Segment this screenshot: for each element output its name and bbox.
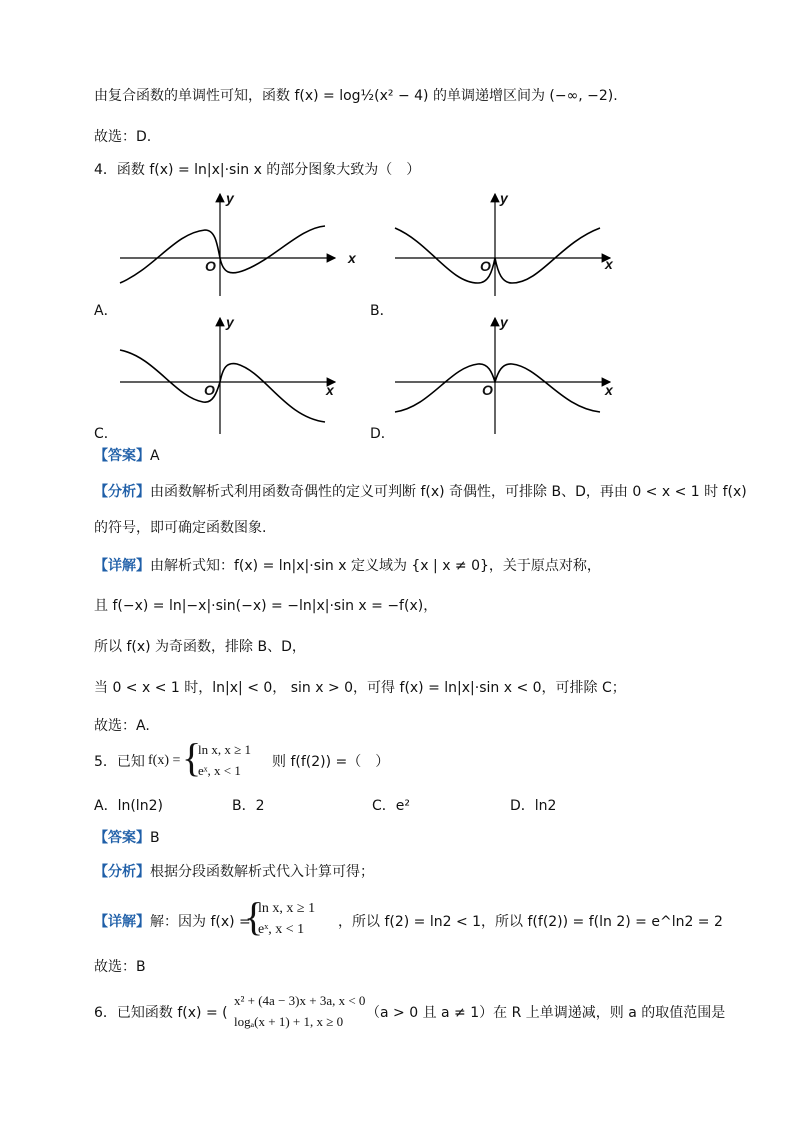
analysis-4-text: 由函数解析式利用函数奇偶性的定义可判断 f(x) 奇偶性，可排除 B、D，再由 0 < x < 1 时 f(x) (150, 484, 747, 500)
graph-c-x-label: x (326, 382, 334, 398)
detail-5-prefix (94, 912, 251, 932)
detail-5-suffix: ，所以 f(2) = ln2 < 1，所以 f(f(2)) = f(ln 2) = e^ln2 = 2 (338, 914, 723, 930)
question-5-suffix: 则 f(f(2)) =（ ） (272, 754, 390, 770)
analysis-5 (94, 862, 374, 882)
q5-option-b: B．2 (232, 798, 265, 814)
detail-5-case1: ln x, x ≥ 1 (258, 901, 316, 916)
graph-b-y-label: y (500, 190, 508, 206)
analysis-tag: 【分析】 (94, 484, 150, 500)
analysis-4 (94, 482, 747, 502)
graph-a-origin: O (205, 258, 216, 274)
graph-d-label: D． (370, 426, 395, 442)
detail-5-case2: eˣ, x < 1 (258, 922, 305, 937)
graph-c-y-label: y (226, 314, 234, 330)
graph-c-label: C． (94, 426, 118, 442)
text-line-2: 故选：D. (94, 129, 152, 145)
question-6-prefix: 6．已知函数 f(x) = ( (94, 1005, 228, 1021)
q5-function-label: f(x) = (148, 753, 181, 768)
graph-d (390, 312, 615, 437)
answer-5 (94, 828, 160, 848)
graph-c-origin: O (204, 382, 215, 398)
q5-option-a: A．ln(ln2) (94, 798, 163, 814)
q6-case1: x² + (4a − 3)x + 3a, x < 0 (234, 993, 366, 1008)
graph-d-y-label: y (500, 314, 508, 330)
select-5: 故选：B (94, 959, 146, 975)
graph-b-label: B． (370, 303, 394, 319)
q5-brace: { (182, 735, 202, 780)
detail-4-text: 由解析式知：f(x) = ln|x|·sin x 定义域为 {x | x ≠ 0}，关于原点对称， (150, 558, 601, 574)
graph-a-y-label: y (226, 190, 234, 206)
graph-b-origin: O (480, 258, 491, 274)
q5-case1: ln x, x ≥ 1 (198, 742, 251, 757)
detail-tag: 【详解】 (94, 558, 150, 574)
graph-b-x-label: x (605, 256, 613, 272)
text-line-1: 由复合函数的单调性可知，函数 f(x) = log½(x² − 4) 的单调递增区间为 (−∞, −2). (94, 88, 618, 104)
select-4: 故选：A. (94, 718, 150, 734)
q5-option-d: D．ln2 (510, 798, 557, 814)
q5-case2: eˣ, x < 1 (198, 763, 241, 778)
answer-5-value: B (150, 830, 160, 846)
graph-d-x-label: x (605, 382, 613, 398)
q6-case2: logₐ(x + 1) + 1, x ≥ 0 (234, 1014, 344, 1029)
question-4: 4．函数 f(x) = ln|x|·sin x 的部分图象大致为（ ） (94, 162, 421, 178)
detail-5-brace: { (244, 894, 264, 939)
detail-4-line2: 且 f(−x) = ln|−x|·sin(−x) = −ln|x|·sin x = −f(x)， (94, 598, 438, 614)
graph-d-origin: O (482, 382, 493, 398)
detail-tag: 【详解】 (94, 914, 150, 930)
answer-tag: 【答案】 (94, 830, 150, 846)
graph-a-x-label: x (348, 250, 356, 266)
question-6-suffix: （a > 0 且 a ≠ 1）在 R 上单调递减，则 a 的取值范围是 (366, 1005, 726, 1021)
answer-4-value: A (150, 448, 160, 464)
analysis-tag: 【分析】 (94, 864, 150, 880)
analysis-5-text: 根据分段函数解析式代入计算可得； (150, 864, 374, 880)
answer-4 (94, 446, 160, 466)
detail-5-text: 解：因为 f(x) = (150, 914, 251, 930)
analysis-4-cont: 的符号，即可确定函数图象. (94, 520, 267, 536)
question-5-prefix: 5．已知 (94, 754, 145, 770)
graph-a-label: A． (94, 303, 118, 319)
q5-option-c: C．e² (372, 798, 411, 814)
detail-4-line4: 当 0 < x < 1 时，ln|x| < 0， sin x > 0，可得 f(x) = ln|x|·sin x < 0，可排除 C； (94, 680, 626, 696)
graph-c (115, 312, 340, 437)
answer-tag: 【答案】 (94, 448, 150, 464)
detail-4-line3: 所以 f(x) 为奇函数，排除 B、D， (94, 639, 306, 655)
detail-4 (94, 556, 601, 576)
